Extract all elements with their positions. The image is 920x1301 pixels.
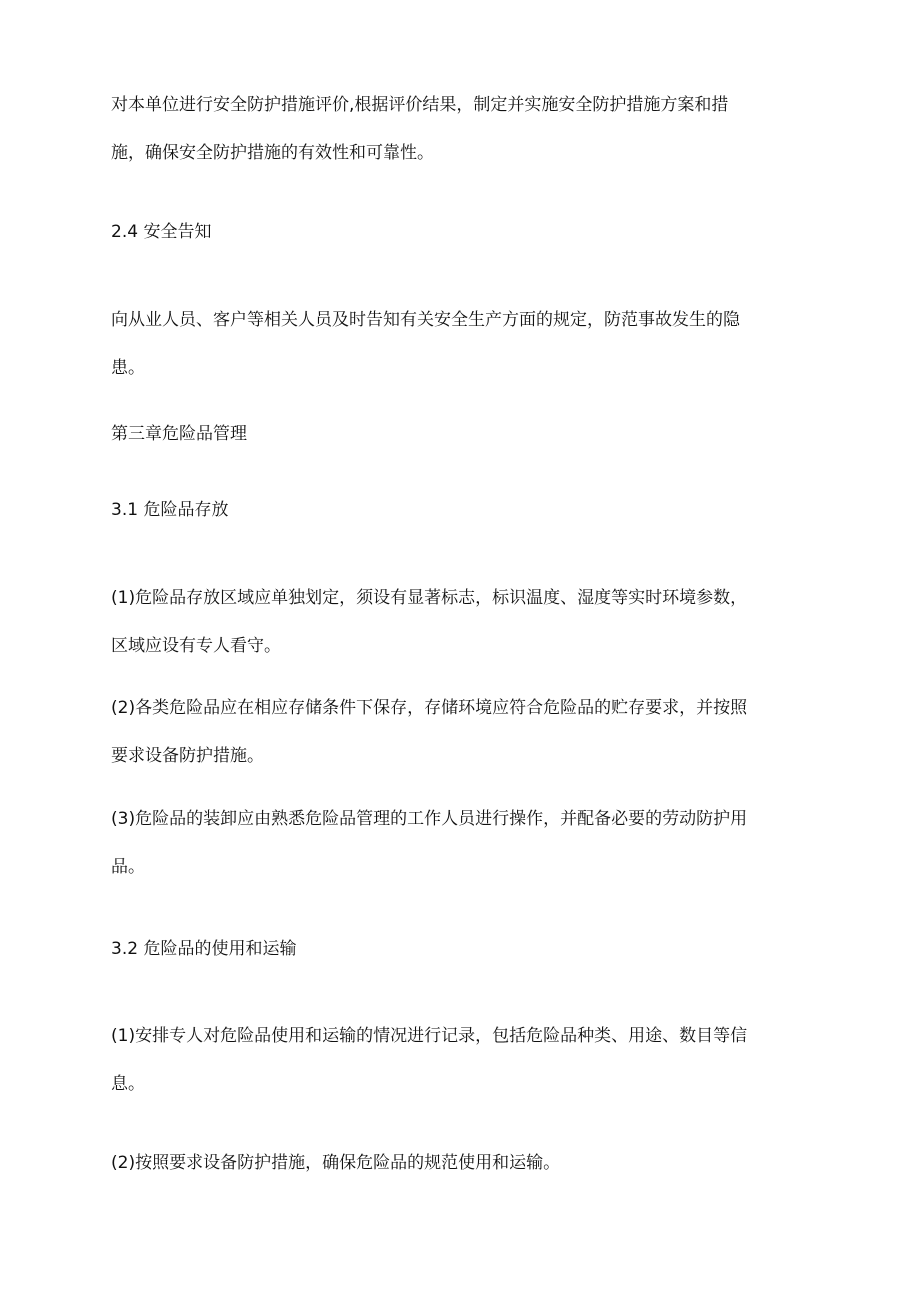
section-heading-3-2: [111, 925, 811, 973]
paragraph-safety-notice: [111, 296, 811, 392]
heading-text: 2.4 安全告知: [111, 222, 212, 242]
text-line: (1)安排专人对危险品使用和运输的情况进行记录，包括危险品种类、用途、数目等信: [111, 1026, 748, 1046]
list-item-storage-3: [111, 795, 811, 891]
text-line: (3)危险品的装卸应由熟悉危险品管理的工作人员进行操作，并配备必要的劳动防护用: [111, 809, 748, 829]
heading-text: 3.1 危险品存放: [111, 500, 229, 520]
text-line: 品。: [111, 857, 145, 877]
text-line: (2)按照要求设备防护措施，确保危险品的规范使用和运输。: [111, 1153, 561, 1173]
text-line: (2)各类危险品应在相应存储条件下保存，存储环境应符合危险品的贮存要求，并按照: [111, 698, 748, 718]
heading-text: 第三章危险品管理: [111, 424, 247, 444]
text-line: 要求设备防护措施。: [111, 746, 264, 766]
text-line: 患。: [111, 358, 145, 378]
list-item-transport-1: [111, 1012, 811, 1108]
section-heading-2-4: [111, 208, 811, 256]
section-heading-3-1: [111, 486, 811, 534]
list-item-transport-2: [111, 1139, 811, 1187]
text-line: 对本单位进行安全防护措施评价,根据评价结果，制定并实施安全防护措施方案和措: [111, 95, 729, 115]
heading-text: 3.2 危险品的使用和运输: [111, 939, 297, 959]
list-item-storage-1: [111, 574, 811, 670]
text-line: (1)危险品存放区域应单独划定，须设有显著标志，标识温度、湿度等实时环境参数，: [111, 588, 748, 608]
paragraph-safety-evaluation: [111, 81, 811, 177]
text-line: 向从业人员、客户等相关人员及时告知有关安全生产方面的规定，防范事故发生的隐: [111, 310, 740, 330]
chapter-heading-3: [111, 410, 811, 458]
text-line: 施，确保安全防护措施的有效性和可靠性。: [111, 143, 434, 163]
text-line: 息。: [111, 1074, 145, 1094]
text-line: 区域应设有专人看守。: [111, 636, 281, 656]
list-item-storage-2: [111, 684, 811, 780]
